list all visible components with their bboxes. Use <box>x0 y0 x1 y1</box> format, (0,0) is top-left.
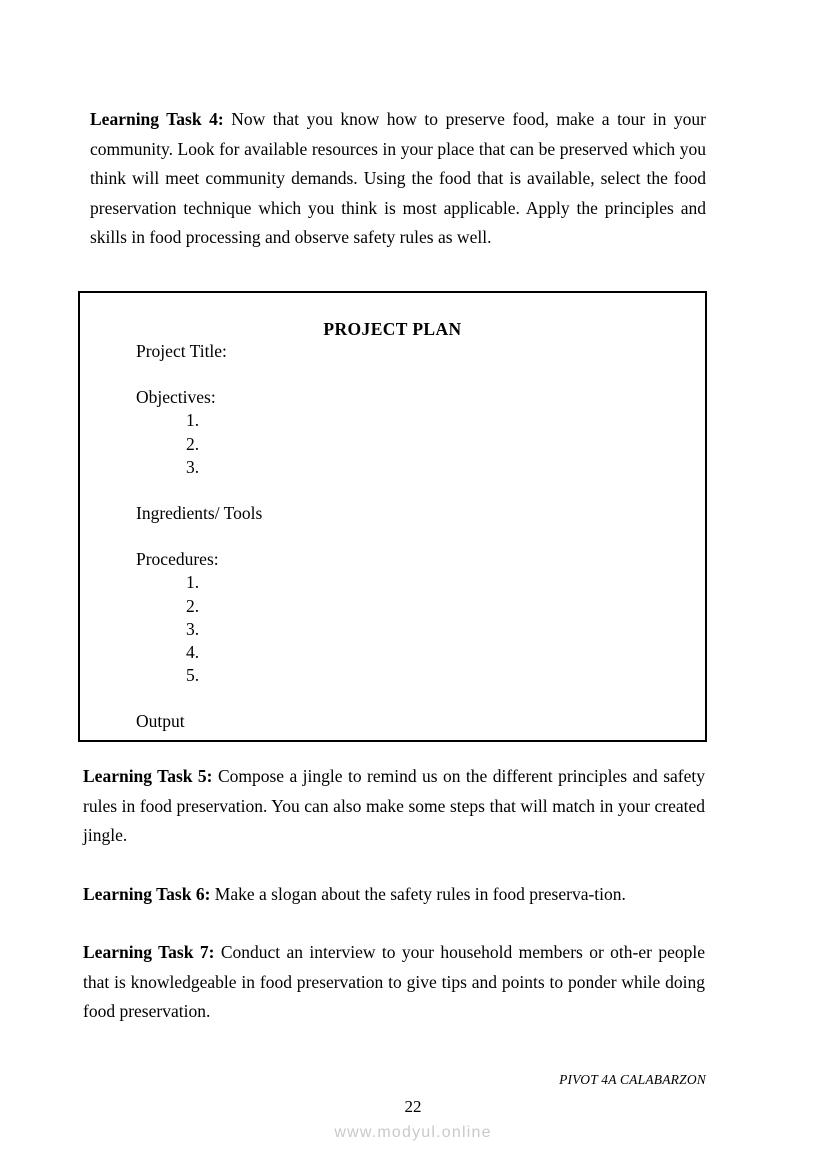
learning-task-5-label: Learning Task 5: <box>83 766 213 786</box>
learning-task-7-block <box>83 938 705 1027</box>
field-ingredients-tools: Ingredients/ Tools <box>136 503 263 524</box>
page-number: 22 <box>404 1097 422 1116</box>
learning-task-4-text: Now that you know how to preserve food, make a tour in your community. Look for available resources in your place that can be preserved which you think will meet community demands. Using the food that is available, select the food preservation technique which you think is most applicable. Apply the principles and skills in food processing and observe safety rules as well. <box>90 109 707 248</box>
watermark: www.modyul.online <box>334 1124 492 1141</box>
list-item: 4. <box>186 642 200 663</box>
field-objectives: Objectives: <box>136 387 216 408</box>
spacer-1 <box>136 363 705 386</box>
list-item: 2. <box>186 595 200 616</box>
project-plan-body <box>80 340 705 734</box>
field-output: Output <box>136 711 185 732</box>
learning-task-6-label: Learning Task 6: <box>83 884 211 904</box>
project-plan-box <box>78 291 707 742</box>
spacer-3 <box>136 525 705 548</box>
spacer-2 <box>136 479 705 502</box>
list-item: 1. <box>186 572 200 593</box>
field-project-title: Project Title: <box>136 341 227 361</box>
procedures-list <box>136 571 705 687</box>
learning-task-5-block <box>83 762 705 851</box>
footer-reference: PIVOT 4A CALABARZON <box>559 1072 706 1087</box>
learning-task-4-paragraph <box>90 105 706 253</box>
learning-task-7-text: Conduct an interview to your household members or oth-er people that is knowledgeable in food preservation to give tips and points to ponder while doing food preservation. <box>83 942 705 1022</box>
learning-task-7-label: Learning Task 7: <box>83 942 215 962</box>
learning-task-4-label: Learning Task 4: <box>90 109 224 129</box>
list-item: 1. <box>186 410 200 431</box>
learning-task-6-block <box>83 880 705 910</box>
project-plan-title: PROJECT PLAN <box>323 319 462 339</box>
learning-task-7-paragraph <box>83 938 705 1027</box>
field-procedures: Procedures: <box>136 549 219 570</box>
learning-task-6-text: Make a slogan about the safety rules in food preserva-tion. <box>210 884 626 904</box>
list-item: 3. <box>186 456 200 477</box>
learning-task-6-paragraph <box>83 880 705 910</box>
learning-task-5-paragraph <box>83 762 705 851</box>
learning-task-4-block <box>90 105 706 253</box>
objectives-list <box>136 409 705 479</box>
list-item: 5. <box>186 665 200 686</box>
list-item: 2. <box>186 433 200 454</box>
learning-task-5-text: Compose a jingle to remind us on the different principles and safety rules in food preservation. You can also make some steps that will match in your created jingle. <box>83 766 705 846</box>
spacer-4 <box>136 687 705 710</box>
list-item: 3. <box>186 618 200 639</box>
